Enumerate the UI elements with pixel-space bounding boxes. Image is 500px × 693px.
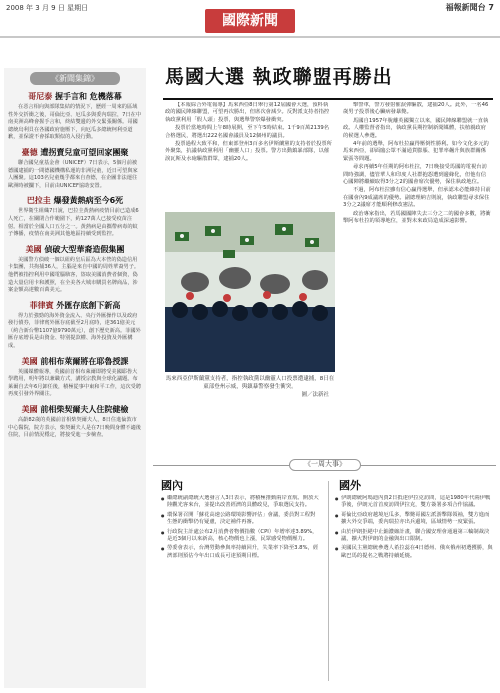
brief-item xyxy=(4,404,146,440)
issue-date: 2008 年 3 月 9 日 星期日 xyxy=(6,4,89,12)
brief-tag: 菲律賓 xyxy=(29,300,54,310)
brief-item xyxy=(4,356,146,399)
foreign-item: ● 哥倫比亞政府越境厄瓜多，擊斃哥國左派游擊隊領袖，雙方進而擴大外交爭端，委內瑞拉亦出兵邊境，區域情勢一度緊張。 xyxy=(335,512,493,527)
brief-tag: 巴拉圭 xyxy=(26,196,51,206)
domestic-item: ● 繼總統副總統大選發言人3日表示，將積極推動兩岸直航、開放大陸觀光客來台，並提出改善經濟的具體政見，爭取選民支持。 xyxy=(161,495,319,510)
brief-item xyxy=(4,91,146,142)
brief-title xyxy=(8,356,142,367)
article-paragraph: 4年前的選舉，阿布杜拉贏得壓倒性勝利。如今文化多元的馬來西亞，卻面臨公眾不滿通貨膨脹、犯罪率飆升與族群關係緊張等問題。 xyxy=(343,141,489,162)
week-review-bar xyxy=(153,459,496,469)
photo-credit: 圖／法新社 xyxy=(301,392,329,398)
brief-item xyxy=(4,244,146,295)
article-paragraph: 【本報綜合外電報導】馬來西亞8日舉行第12屆國會大選，預料執政的國民陣線聯盟，可望再次勝出，但席次會減少。反對派支持者指控執政黨利用「假人頭」投票，與選舉警察爆發衝突。 xyxy=(165,102,330,123)
foreign-heading: 國外 xyxy=(339,479,361,492)
brief-headline: 握手言和 危機落幕 xyxy=(55,92,122,101)
crowd-photo-illustration xyxy=(165,212,335,372)
brief-headline: 偵破大型華裔造假集團 xyxy=(44,244,125,254)
brief-title xyxy=(8,147,142,158)
news-briefs-column xyxy=(4,68,146,688)
column-separator xyxy=(328,481,329,681)
header-rule xyxy=(0,36,500,38)
domestic-column xyxy=(161,495,319,685)
brief-title xyxy=(8,300,142,311)
article-paragraph: 投票過程大致平和，但東部登州3百多名伊斯蘭黨的支持者於投票所外聚集，抗議執政黨利用「幽靈人口」投票。警方出動鎮暴部隊，以催淚瓦斯及水砲驅散群眾，逮捕20人。 xyxy=(165,141,332,162)
brief-text: 英國媒體報導，英國前首相布萊爾即將受美國耶魯大學聘用，明年將以兼職方式，講授宗教與全球化議題。布萊爾自去年6月卸任後，積極從事中東和平工作，這次受聘再度引發外界關注。 xyxy=(8,368,141,398)
article-paragraph: 尋求再續5年任期的阿布杜拉，7日晚接受馬國的電視台訪問時強調，儘管華人和印度人社群抱怨遭到邊緣化，但他有信心國陣將繼續取得3分之2的國會席次優勢，保住執政地位。 xyxy=(343,164,487,186)
brief-text: 在惡言相向與部隊集結的情況下，歷經一周來的區域性外交折衝之後，哥倫比亞、厄瓜多與委內瑞拉，7日在中南美洲高峰會握手言和，終結雙邊的外交緊張關係。哥國總統烏利貝在各國政府施壓下，向厄瓜多總統柯利亞道歉，並保證不會採取類似的入侵行動。 xyxy=(8,104,141,141)
brief-tag: 臺德 xyxy=(21,147,38,157)
foreign-item: ● 伊朗總統阿瑪迪內賈2日抵達伊拉克訪問，這是1980年代兩伊戰爭後，伊朗元首首度訪問伊拉克，雙方簽署多項合作協議。 xyxy=(335,495,493,510)
brief-headline: 爆發黃熱病至今6死 xyxy=(53,196,124,206)
article-paragraph: 政治專家指出，若馬國國陣失去三分之二的國會多數，將衝擊阿布杜拉的領導地位，並對未來政局造成深遠影響。 xyxy=(343,210,491,225)
article-column-2 xyxy=(343,102,491,450)
section-banner: 國際新聞 xyxy=(205,9,295,33)
brief-text: 世界衛生組織7日說，巴拉圭黃熱病疫情目前已造成6人死亡，在關閉合作範圍下，約127萬人已接受疫苗注射。相當於全國人口五分之一。黃熱病是由攜帶病毒的蚊子傳播，疫情在南美洲其他地區持續受到監控。 xyxy=(8,208,139,238)
article-paragraph: 擊警車，警方發射催淚彈驅散，逮捕20人。此外，一名46歲男子投票後心臟病發暴斃。 xyxy=(343,102,489,116)
domestic-heading: 國內 xyxy=(161,479,183,492)
week-review xyxy=(153,459,496,689)
article-paragraph: 投票於當地時間上午8時展開，至下午5時結束。1千9百萬2139名合格選民，將選出222名國會議員及12個州的議員。 xyxy=(165,125,330,139)
briefs-label: 《新聞集錦》 xyxy=(30,72,120,85)
article-headline: 馬國大選 執政聯盟再勝出 xyxy=(165,66,393,88)
domestic-item: ● 環保署召開「蘇花高速公路環境影響評估」會議，委員對工程對生態的衝擊仍有疑慮，決定補件再審。 xyxy=(161,512,319,527)
page-header xyxy=(0,0,500,38)
headline-rule xyxy=(163,98,493,100)
article-paragraph: 不過，阿布杜拉雖有信心贏得選舉，但承認未必能維持目前在國會內9成議席的優勢。副總理納吉則說，執政聯盟尋求保住3分之2議席才能順利修改憲法。 xyxy=(343,187,491,209)
brief-title xyxy=(8,244,142,255)
brief-item xyxy=(4,195,146,238)
photo-caption xyxy=(165,372,335,432)
week-review-label: 《一周大事》 xyxy=(289,459,361,471)
brief-headline: 遭拐賣兒童可望回家團聚 xyxy=(40,147,129,157)
brief-text: 聯合國兒童基金會（UNICEF）7日表示，5個月前被德國逮捕的一間德國機構私運的非洲兒童，近日可望與家人團聚。這103名兒童幾乎都來自查德，在企圖非法運往歐洲時被攔下，目前由UNICEF協助安置。 xyxy=(8,159,138,189)
paper-name: 福報新聞台 7 xyxy=(445,3,494,12)
foreign-column xyxy=(335,495,493,685)
foreign-item: ● 由於伊朗拒絕中止鈾濃縮計畫，聯合國安理會通過第三輪制裁決議，擴大對伊朗的金融與出口限制。 xyxy=(335,529,493,544)
brief-text: 得力於強勁的海外資金流入、央行外匯操作以及政府發行債券，菲律賓外匯存底截至2月底時，達361億美元（約合新台幣1107億9790萬元），創下歷史新高。菲國外匯存底增長是由資金、特別提款權、海外投資及外匯構成。 xyxy=(8,312,141,350)
brief-title xyxy=(8,404,142,415)
brief-headline: 外匯存底創下新高 xyxy=(56,300,121,310)
brief-tag: 美國 xyxy=(25,244,42,254)
brief-tag: 哥尼泰 xyxy=(28,92,53,101)
domestic-item: ● 勞委會表示，台灣勞動參與率持續回升，失業率下降至3.8%，經濟部則預估今年出口成長可達預期目標。 xyxy=(161,545,319,560)
main-article xyxy=(153,40,496,457)
article-paragraph: 馬國自1957年脫離英國獨立以來，國民陣線聯盟就一直執政。人權監督者指出，執政黨長期控制新聞媒體，扶植親政府的候選人參選。 xyxy=(343,117,489,139)
brief-headline: 前相柴契爾夫人住院健檢 xyxy=(40,405,129,415)
foreign-item: ● 美國民主黨總統參選人希拉蕊在4日德州、俄亥俄州初選獲勝，與歐巴馬的提名之戰將持續延燒。 xyxy=(335,545,493,560)
news-photo xyxy=(165,212,335,432)
brief-text: 美國警方偵破一個以紐約皇后區為大本營的偽造信用卡集團，共拘捕36人，主腦是來自中國的周姓華裔男子。他們被指控利用中國電腦駭客，盜取美國消費者個資，偽造大量信用卡和護照，在全美各大城市購買名牌商品，涉案金額高達數百萬美元。 xyxy=(8,256,140,294)
domestic-item: ● 行政院主計處公布2月消費者物價指數（CPI）年增率達3.89%，是近3個月以來新高，核心物價也上漲，民眾感受物價壓力。 xyxy=(161,529,319,544)
caption-text: 馬來西亞伊斯蘭黨支持者，指控執政黨以幽靈人口投票遭逮捕，8日在東部登州示威，與鎮暴警察發生衝突。 xyxy=(165,376,335,390)
brief-headline: 前相布萊爾將在耶魯授課 xyxy=(40,356,129,366)
brief-tag: 美國 xyxy=(21,405,38,415)
brief-tag: 美國 xyxy=(21,356,38,366)
article-column-1 xyxy=(165,102,333,210)
brief-item xyxy=(4,147,146,190)
brief-text: 高齡82歲的英國前首相柴契爾夫人，8日住進倫敦市中心醫院，院方表示，柴契爾夫人是在7日晚間身體不適後住院，目前情況穩定，將接受進一步檢查。 xyxy=(8,417,141,439)
brief-title xyxy=(8,91,142,102)
brief-title xyxy=(8,195,142,206)
brief-item xyxy=(4,300,146,351)
